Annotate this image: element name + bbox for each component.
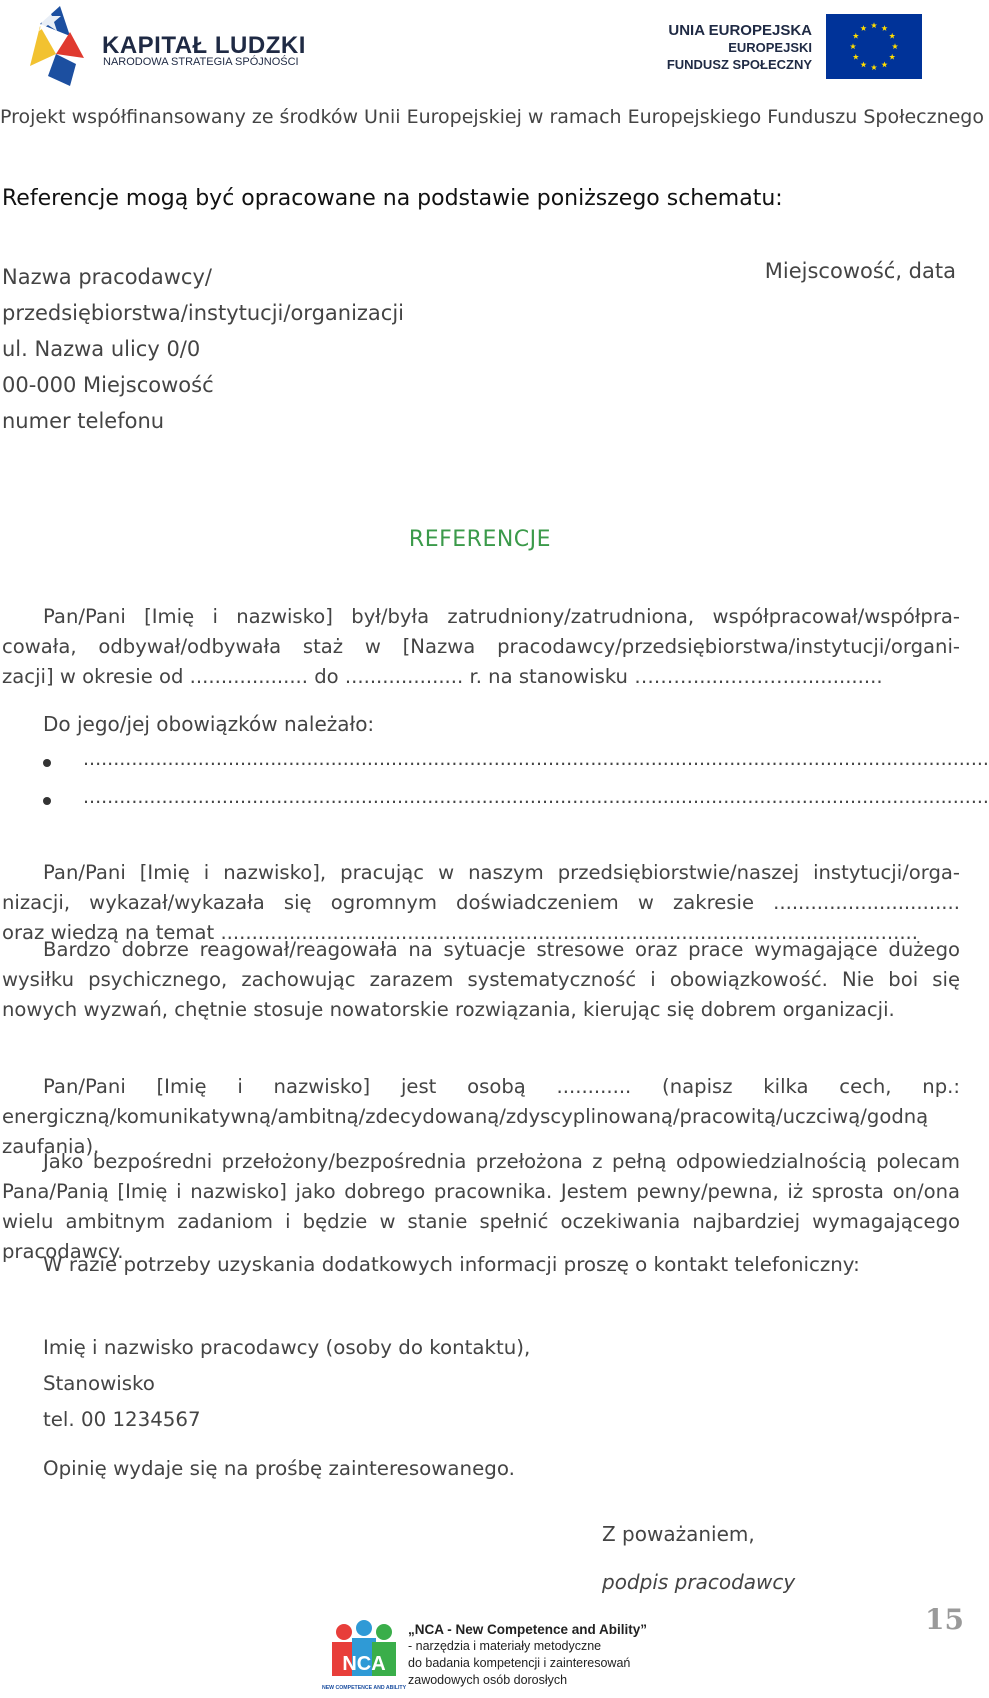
page-number: 15 xyxy=(925,1603,964,1636)
eu-star-icon xyxy=(881,25,887,31)
eu-logo-text xyxy=(667,22,812,73)
contact-phone: tel. 00 1234567 xyxy=(43,1408,201,1431)
closing-regards: Z poważaniem, xyxy=(602,1522,755,1546)
paragraph-line: oraz wiedzą na temat ................................................................................................................ xyxy=(2,921,919,944)
nca-logo-text: NCA xyxy=(342,1653,386,1675)
paragraph-line: zacji] w okresie od ................... do ................... r. na stanowisku ………......………............... xyxy=(2,665,883,688)
eu-star-icon xyxy=(871,64,877,70)
employer-line: 00-000 Miejscowość xyxy=(2,373,214,397)
opinion-note: Opinię wydaje się na prośbę zainteresowanego. xyxy=(43,1457,515,1480)
paragraph-recommendation: Jako bezpośredni przełożony/bezpośrednia przełożona z pełną odpowiedzialnością polecam Pana/Panią [Imię i nazwisko] jako dobrego pracownika. Jestem pewny/pewna, iż sprosta on/ona wielu ambitnym zadaniom i będzie w stanie spełnić oczekiwania najbardziej wymagającego pracodawcy. xyxy=(2,1150,960,1263)
paragraph-stress: Bardzo dobrze reagował/reagowała na sytuacje stresowe oraz prace wymagające dużego wysiłku psychicznego, zachowując zarazem systematyczność i obowiązkowość. Nie boi się nowych wyzwań, chętnie stosuje nowatorskie rozwiązania, kierując się dobrem organizacji. xyxy=(2,938,960,1021)
eu-star-icon xyxy=(871,22,877,28)
project-line: do badania kompetencji i zainteresowań xyxy=(408,1656,631,1670)
paragraph-line: cowała, odbywał/odbywała staż w [Nazwa pracodawcy/przedsiębiorstwa/instytucji/organi- xyxy=(2,635,960,658)
employer-line: ul. Nazwa ulicy 0/0 xyxy=(2,337,201,361)
intro-text: Referencje mogą być opracowane na podstawie poniższego schematu: xyxy=(2,186,783,211)
eu-star-icon xyxy=(889,33,895,39)
duty-placeholder: ...................................................................................................................................................... xyxy=(83,786,989,808)
employer-address-block xyxy=(2,259,404,439)
kapital-ludzki-logo xyxy=(26,2,86,88)
paragraph-employment xyxy=(2,602,960,692)
list-item xyxy=(43,786,989,814)
eu-star-icon xyxy=(853,54,859,60)
paragraph-line: Pan/Pani [Imię i nazwisko], pracując w naszym przedsiębiorstwie/naszej instytucji/orga- xyxy=(43,861,960,884)
eu-flag-icon xyxy=(826,14,922,79)
duties-heading: Do jego/jej obowiązków należało: xyxy=(43,712,375,736)
eu-star-icon xyxy=(881,61,887,67)
list-item xyxy=(43,748,989,776)
kapital-ludzki-subtitle: NARODOWA STRATEGIA SPÓJNOŚCI xyxy=(103,56,299,68)
eu-line-2: EUROPEJSKI xyxy=(728,40,812,55)
eu-star-icon xyxy=(892,43,898,49)
eu-star-icon xyxy=(889,54,895,60)
duty-placeholder: ...................................................................................................................................................... xyxy=(83,748,989,770)
bullet-icon xyxy=(43,797,51,805)
contact-name: Imię i nazwisko pracodawcy (osoby do kontaktu), xyxy=(43,1336,531,1359)
eu-star-icon xyxy=(860,25,866,31)
paragraph-traits: Pan/Pani [Imię i nazwisko] jest osobą ............ (napisz kilka cech, np.: energiczną/komunikatywną/ambitną/zdecydowaną/zdyscyplinowaną/pracowitą/uczciwą/godną zaufania). xyxy=(2,1075,960,1158)
contact-position: Stanowisko xyxy=(43,1372,155,1395)
eu-star-icon xyxy=(860,61,866,67)
project-description xyxy=(408,1621,647,1689)
contact-block xyxy=(43,1330,530,1438)
employer-line: Nazwa pracodawcy/ xyxy=(2,265,212,289)
eu-star-icon xyxy=(850,43,856,49)
project-name: „NCA - New Competence and Ability” xyxy=(408,1622,648,1637)
employer-line: przedsiębiorstwa/instytucji/organizacji xyxy=(2,301,405,325)
paragraph-line: Pan/Pani [Imię i nazwisko] był/była zatrudniony/zatrudniona, współpracował/współpra- xyxy=(43,605,960,628)
signature-line: podpis pracodawcy xyxy=(602,1570,796,1594)
nca-logo xyxy=(321,1618,407,1694)
kapital-ludzki-title: KAPITAŁ LUDZKI xyxy=(102,32,306,59)
eu-line-1: UNIA EUROPEJSKA xyxy=(668,22,812,39)
paragraph-line: nizacji, wykazał/wykazała się ogromnym doświadczeniem w zakresie .............................. xyxy=(2,891,960,914)
project-line: - narzędzia i materiały metodyczne xyxy=(408,1639,602,1653)
cofinancing-note: Projekt współfinansowany ze środków Unii Europejskiej w ramach Europejskiego Funduszu Społecznego xyxy=(0,106,984,128)
eu-line-3: FUNDUSZ SPOŁECZNY xyxy=(666,57,812,72)
place-date: Miejscowość, data xyxy=(764,259,956,283)
paragraph-contact-request: W razie potrzeby uzyskania dodatkowych informacji proszę o kontakt telefoniczny: xyxy=(43,1253,860,1276)
project-line: zawodowych osób dorosłych xyxy=(408,1673,568,1687)
bullet-icon xyxy=(43,759,51,767)
employer-line: numer telefonu xyxy=(2,409,165,433)
nca-logo-subtext: NEW COMPETENCE AND ABILITY xyxy=(321,1685,407,1691)
document-title: REFERENCJE xyxy=(408,527,552,552)
eu-star-icon xyxy=(853,33,859,39)
